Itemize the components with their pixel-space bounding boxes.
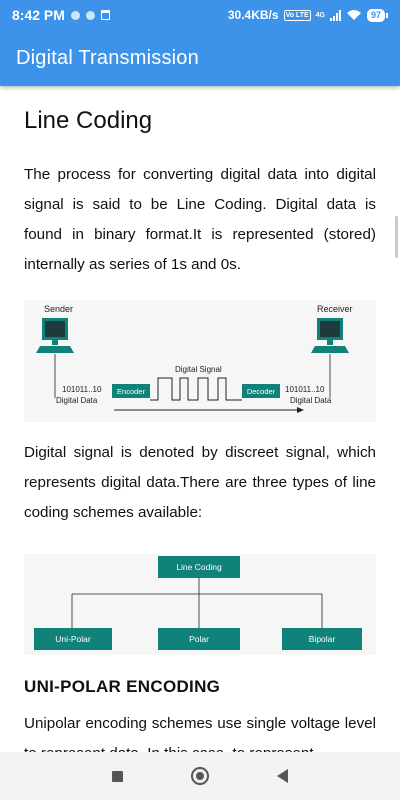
unipolar-label: Uni-Polar [55,634,91,644]
status-bar [0,0,400,30]
decoder-label: Decoder [246,387,276,396]
battery-icon [367,9,388,22]
home-button[interactable] [188,764,212,788]
recents-button[interactable] [105,764,129,788]
trash-icon [101,10,110,20]
bits-right: 101011..10 [285,385,325,394]
line-coding-types-diagram [24,554,376,655]
notification-dot-icon [86,11,95,20]
back-button[interactable] [270,764,294,788]
square-icon [112,771,123,782]
status-left [12,7,228,23]
line-coding-root-label: Line Coding [176,562,222,572]
sender-computer-icon [36,318,74,353]
digital-signal-label: Digital Signal [175,365,222,374]
bipolar-label: Bipolar [308,634,336,644]
unipolar-paragraph: Unipolar encoding schemes use single voltage level [24,715,376,732]
intro-paragraph: The process for converting digital data into digital signal is said to be Line Coding. Digital data is found in binary format.It is represented (stored) internally as series of 1s and 0s. [24,166,376,273]
wifi-icon [346,9,362,21]
system-nav-bar [0,752,400,800]
section-heading: UNI-POLAR ENCODING [24,677,221,696]
receiver-computer-icon [311,318,349,353]
square-wave-signal [150,378,242,400]
app-title: Digital Transmission [16,46,199,69]
home-circle-icon [191,767,209,785]
bits-left: 101011..10 [62,385,102,394]
sender-label: Sender [44,304,74,314]
battery-cap [386,13,388,18]
status-right [228,8,388,22]
digital-data-right: Digital Data [290,396,332,405]
network-speed: 30.4KB/s [227,8,279,22]
back-triangle-icon [277,769,288,783]
polar-label: Polar [189,634,209,644]
network-type: 4G [315,11,325,19]
status-time: 8:42 PM [12,7,65,23]
types-paragraph: Digital signal is denoted by discreet signal, which represents digital data.There are three types of line coding schemes available: [24,444,376,521]
receiver-label: Receiver [317,304,353,314]
digital-data-left: Digital Data [56,396,98,405]
signal-icon [330,10,341,21]
volte-badge: Vo LTE [285,11,309,19]
encoder-label: Encoder [117,387,145,396]
battery-level: 97 [367,9,385,22]
page-title: Line Coding [24,107,153,134]
scrollbar[interactable] [395,216,398,258]
notification-dot-icon [71,11,80,20]
app-bar [0,30,400,86]
content-scroll[interactable] [0,86,400,752]
line-coding-diagram [24,300,376,422]
